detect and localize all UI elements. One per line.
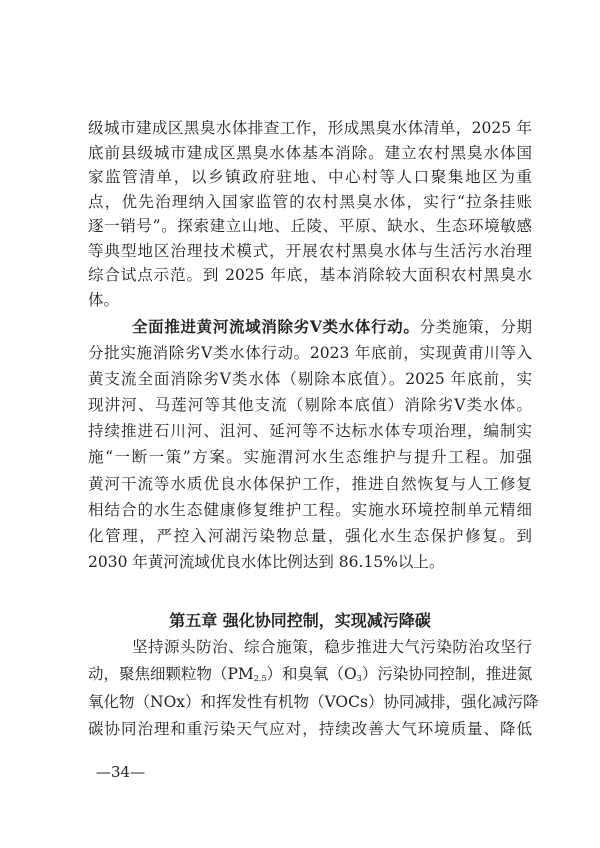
text-line: 坚持源头防治、综合施策，稳步推进大气污染防治攻坚行 [132,638,532,656]
text-line: 体。 [88,290,120,309]
text-line: 相结合的水生态健康修复维护工程。实施水环境控制单元精细 [88,500,532,519]
paragraph-lead-line [88,314,532,340]
text-line: 黄河干流等水质优良水体保护工作，推进自然恢复与人工修复 [88,474,532,493]
text-line: 逐一销号”。探索建立山地、丘陵、平原、缺水、生态环境敏感 [88,217,532,235]
text-line [88,661,532,688]
text-segment: ）污染协同控制，推进氮 [361,665,533,684]
chapter-heading: 第五章 强化协同控制，实现减污降碳 [169,611,431,630]
text-line: 家监管清单，以乡镇政府驻地、中心村等人口聚集地区为重 [88,168,532,186]
text-line: 级城市建成区黑臭水体排查工作，形成黑臭水体清单，2025 年 [88,119,532,137]
text-line: 综合试点示范。到 2025 年底，基本消除较大面积农村黑臭水 [88,266,532,284]
text-line: 化管理，严控入河湖污染物总量，强化水生态保护修复。到 [88,526,532,545]
paragraph-air-pollution [88,634,539,743]
lead-rest: 分类施策，分期 [419,318,532,336]
text-line: 等典型地区治理技术模式，开展农村黑臭水体与生活污水治理 [88,241,532,260]
text-line: 点，优先治理纳入国家监管的农村黑臭水体，实行“拉条挂账 [88,192,532,211]
subscript: 3 [356,674,362,684]
paragraph-black-odorous-water [88,116,532,312]
text-line: 施“一断一策”方案。实施渭河水生态维护与提升工程。加强 [88,448,532,467]
bold-lead: 全面推进黄河流域消除劣Ⅴ类水体行动。 [132,317,420,336]
text-line: 持续推进石川河、沮河、延河等不达标水体专项治理，编制实 [88,422,532,441]
paragraph-yellow-river [88,314,532,575]
text-line: 分批实施消除劣Ⅴ类水体行动。2023 年底前，实现黄甫川等入 [88,344,532,363]
page-number: —34— [96,763,146,781]
text-line: 黄支流全面消除劣Ⅴ类水体（剔除本底值）。2025 年底前，实 [88,370,532,389]
text-line: 底前县级城市建成区黑臭水体基本消除。建立农村黑臭水体国 [88,143,532,162]
text-line: 现汫河、马莲河等其他支流（剔除本底值）消除劣Ⅴ类水体。 [88,396,532,415]
text-line: 2030 年黄河流域优良水体比例达到 86.15%以上。 [88,552,445,571]
text-segment: 动，聚焦细颗粒物（PM [88,665,254,684]
text-line: 碳协同治理和重污染天气应对，持续改善大气环境质量、降低 [88,719,532,738]
text-line: 氧化物（NOx）和挥发性有机物（VOCs）协同减排，强化减污降 [88,692,539,711]
text-segment: ）和臭氧（O [266,665,357,684]
subscript: 2.5 [253,674,267,684]
